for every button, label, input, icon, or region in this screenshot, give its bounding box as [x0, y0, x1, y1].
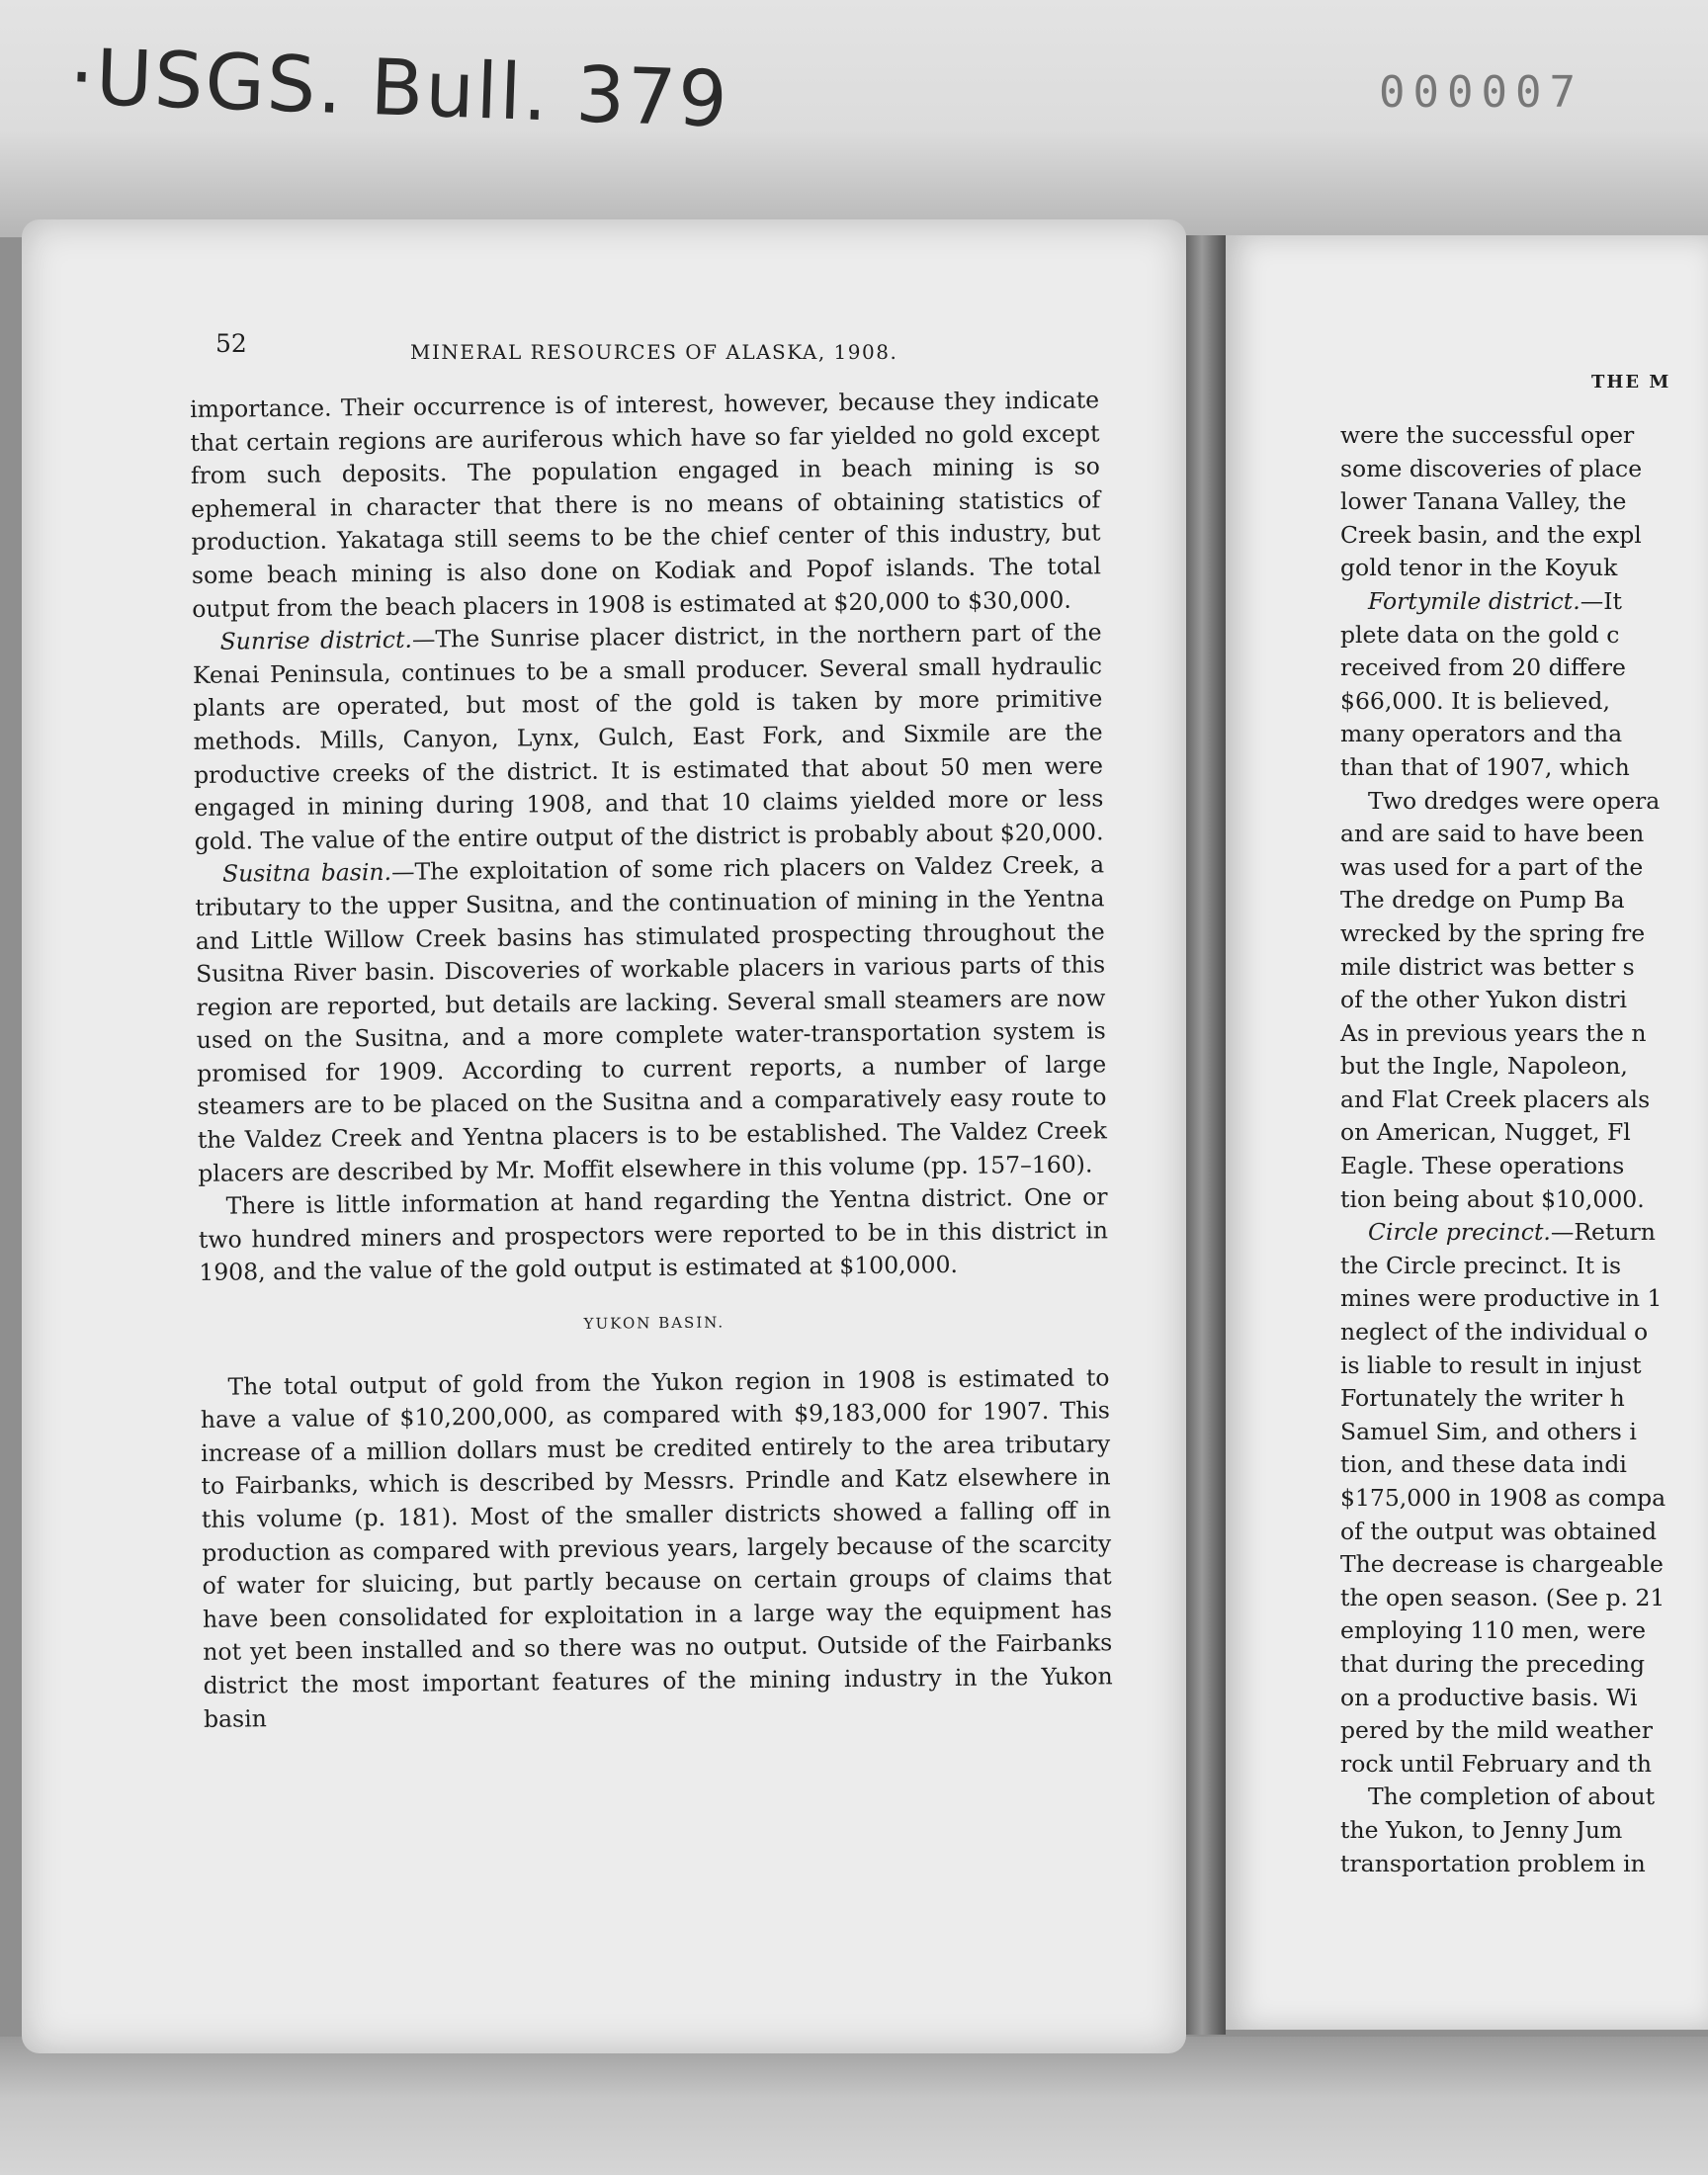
- stamp-number: 000007: [1379, 67, 1583, 118]
- paragraph-body-susitna: —The exploitation of some rich placers on Valdez Creek, a tributary to the upper Susitna, and the continuation of mining in the Yentna and Little Willow Creek basins has stimulated prospecting throughout the Susitna River basin. Discoveries of workable placers in various parts of this region are reported, but details are lacking. Several small steamers are now used on the Susitna, and a more complete water-transportation system is promised for 1909. According to current reports, a number of large steamers are to be placed on the Susitna and a comparatively easy route to the Valdez Creek and Yentna placers is to be established. The Valdez Creek placers are described by Mr. Moffit elsewhere in this volume (pp. 157–160).: [195, 850, 1108, 1187]
- right-page-line: many operators and tha: [1340, 720, 1623, 748]
- left-text-column: [190, 384, 1113, 1736]
- right-page-line: employing 110 men, were: [1340, 1616, 1647, 1645]
- right-page-line: Eagle. These operations: [1340, 1152, 1625, 1180]
- right-page-line: transportation problem in: [1340, 1849, 1646, 1877]
- right-page-line: The dredge on Pump Ba: [1340, 886, 1625, 914]
- paragraph-lead-sunrise: Sunrise district.: [219, 625, 413, 655]
- right-page-line: tion being about $10,000.: [1340, 1184, 1645, 1213]
- paragraph-yukon-output: The total output of gold from the Yukon region in 1908 is estimated to have a value of $10,200,000, as compared with $9,183,000 for 1907. This increase of a million dollars must be credited entirely to the area tributary to Fairbanks, which is described by Messrs. Prindle and Katz elsewhere in this volume (p. 181). Most of the smaller districts showed a falling off in production as compared with previous years, largely because of the scarcity of water for sluicing, but partly because on certain groups of claims that have been consolidated for exploitation in a large way the equipment has not yet been installed and so there was no output. Outside of the Fairbanks district the most important features of the mining industry in the Yukon basin: [200, 1362, 1113, 1733]
- scan-bottom-background: [0, 2037, 1708, 2175]
- handwritten-label: ·USGS. Bull. 379: [67, 33, 731, 145]
- right-page-line: pered by the mild weather: [1340, 1716, 1653, 1745]
- right-page: [1226, 235, 1708, 2030]
- right-page-line: Circle precinct.—Return: [1368, 1218, 1656, 1247]
- right-page-line: Creek basin, and the expl: [1340, 520, 1642, 549]
- paragraph-beach-placers: importance. Their occurrence is of interest, however, because they indicate that certain regions are auriferous which have so far yielded no gold except from such deposits. The population engaged in beach mining is so ephemeral in character that there is no means of obtaining statistics of production. Yakataga still seems to be the chief center of this industry, but some beach mining is also done on Kodiak and Popof islands. The total output from the beach placers in 1908 is estimated at $20,000 to $30,000.: [190, 386, 1102, 623]
- right-page-line: some discoveries of place: [1340, 454, 1643, 482]
- right-page-line: tion, and these data indi: [1340, 1450, 1627, 1479]
- right-page-line: Samuel Sim, and others i: [1340, 1417, 1637, 1445]
- right-page-line: The completion of about: [1368, 1783, 1656, 1811]
- paragraph-sunrise-district: [192, 617, 1103, 859]
- right-running-head: THE M: [1591, 372, 1671, 392]
- right-page-line: were the successful oper: [1340, 421, 1635, 449]
- right-page-line: mines were productive in 1: [1340, 1284, 1663, 1313]
- right-page-line: of the output was obtained: [1340, 1517, 1657, 1545]
- paragraph-body-sunrise: —The Sunrise placer district, in the northern part of the Kenai Peninsula, continues to be a small producer. Several small hydraulic plants are operated, but most of the gold is taken by more primitive methods. Mills, Canyon, Lynx, Gulch, East Fork, and Sixmile are the productive creeks of the district. It is estimated that about 50 men were engaged in mining during 1908, and that 10 claims yielded more or less gold. The value of the entire output of the district is probably about $20,000.: [192, 618, 1104, 855]
- right-page-line: mile district was better s: [1340, 952, 1635, 981]
- right-page-line: $66,000. It is believed,: [1340, 686, 1610, 715]
- book-spine: [1186, 235, 1226, 2035]
- right-page-line: Fortunately the writer h: [1340, 1384, 1625, 1413]
- right-page-line: plete data on the gold c: [1340, 620, 1620, 649]
- running-head: MINERAL RESOURCES OF ALASKA, 1908.: [410, 340, 898, 364]
- right-page-line: the Yukon, to Jenny Jum: [1340, 1815, 1623, 1844]
- right-page-line: neglect of the individual o: [1340, 1318, 1649, 1347]
- right-page-line: and are said to have been: [1340, 820, 1645, 848]
- right-page-line: rock until February and th: [1340, 1749, 1653, 1778]
- right-page-line: of the other Yukon distri: [1340, 986, 1628, 1014]
- right-page-line: lower Tanana Valley, the: [1340, 487, 1627, 516]
- right-page-line: the open season. (See p. 21: [1340, 1583, 1665, 1611]
- right-page-line: the Circle precinct. It is: [1340, 1251, 1622, 1279]
- right-page-line: on American, Nugget, Fl: [1340, 1118, 1631, 1147]
- right-text-column: [1340, 419, 1708, 1880]
- right-page-line: The decrease is chargeable: [1340, 1550, 1664, 1579]
- paragraph-lead-susitna: Susitna basin.: [221, 858, 392, 888]
- page-number: 52: [215, 329, 247, 358]
- right-page-line: received from 20 differe: [1340, 653, 1626, 682]
- right-page-line: wrecked by the spring fre: [1340, 918, 1646, 947]
- right-page-line: As in previous years the n: [1340, 1018, 1647, 1047]
- paragraph-susitna-basin: [195, 849, 1107, 1191]
- right-page-line: $175,000 in 1908 as compa: [1340, 1484, 1666, 1512]
- right-page-line: and Flat Creek placers als: [1340, 1085, 1651, 1113]
- right-page-line: gold tenor in the Koyuk: [1340, 554, 1618, 582]
- right-page-line: but the Ingle, Napoleon,: [1340, 1052, 1628, 1081]
- right-page-line: on a productive basis. Wi: [1340, 1683, 1638, 1711]
- paragraph-yentna-district: There is little information at hand regarding the Yentna district. One or two hundred miners and prospectors were reported to be in this district in 1908, and the value of the gold output is estimated at $100,000.: [198, 1182, 1109, 1287]
- right-page-line: is liable to result in injust: [1340, 1350, 1642, 1379]
- right-page-line: than that of 1907, which: [1340, 752, 1630, 781]
- right-page-line: was used for a part of the: [1340, 852, 1644, 881]
- right-page-line: that during the preceding: [1340, 1649, 1646, 1678]
- right-page-line: Fortymile district.—It: [1368, 586, 1622, 615]
- right-page-line: Two dredges were opera: [1368, 786, 1661, 815]
- section-heading-yukon-basin: YUKON BASIN.: [583, 1313, 726, 1333]
